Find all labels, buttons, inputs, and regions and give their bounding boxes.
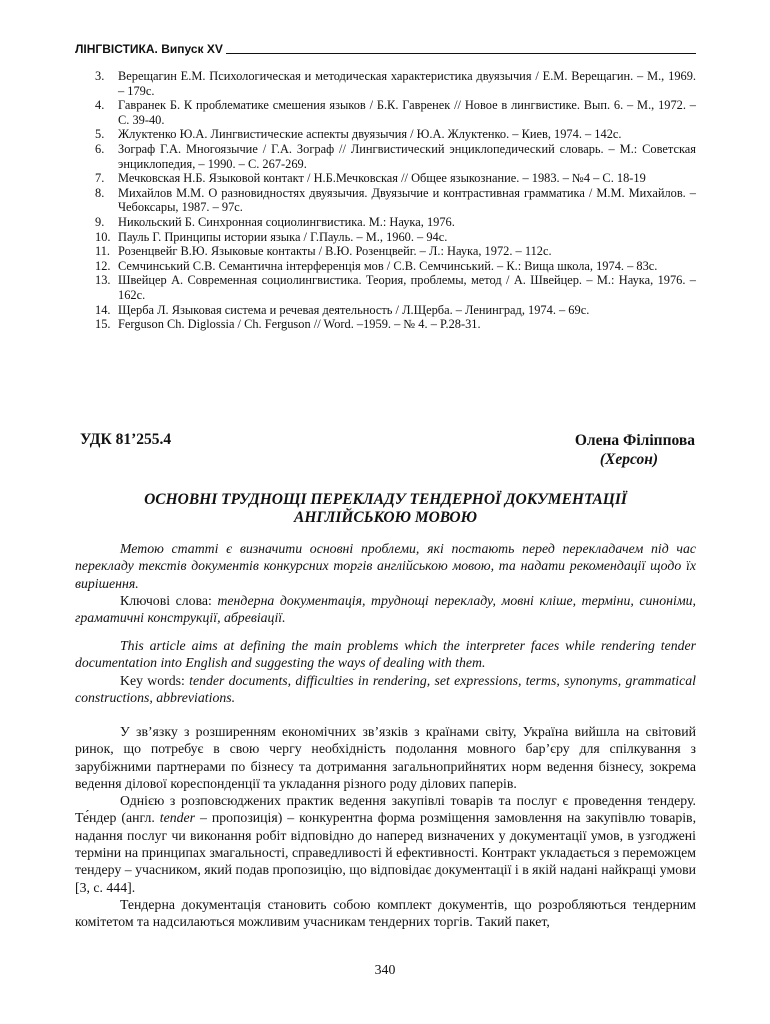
article-title <box>75 491 696 527</box>
keywords-label: Key words: <box>120 672 185 688</box>
reference-text: Мечковская Н.Б. Языковой контакт / Н.Б.Мечковская // Общее языкознание. – 1983. – №4 – С. 18-19 <box>118 171 646 186</box>
reference-text: Гавранек Б. К проблематике смешения языков / Б.К. Гавренек // Новое в лингвистике. Вып. 6. – М., 1972. – С. 39-40. <box>118 98 696 127</box>
reference-number: 10. <box>95 229 111 244</box>
keywords <box>75 592 696 627</box>
udk-code: УДК 81’255.4 <box>80 431 172 448</box>
author-name: Олена Філіппова <box>574 432 695 449</box>
reference-item <box>95 186 696 215</box>
keywords <box>75 672 696 707</box>
reference-text: Ferguson Ch. Diglossia / Ch. Ferguson // Word. –1959. – № 4. – P.28-31. <box>118 317 481 332</box>
reference-item <box>95 171 696 186</box>
reference-number: 11. <box>95 244 111 259</box>
author-block <box>575 431 695 469</box>
reference-item <box>95 215 696 230</box>
reference-item <box>95 69 696 98</box>
keywords-text: tender documents, difficulties in rendering, set expressions, terms, synonyms, grammatical constructions, abbreviations. <box>75 672 696 705</box>
page-number: 340 <box>374 962 396 977</box>
reference-item <box>95 259 696 274</box>
body-paragraph: Тендерна документація становить собою комплект документів, що розробляються тендерним комітетом та надсилаються можливим учасникам тендерних торгів. Такий пакет, <box>75 896 696 930</box>
header-rule <box>226 53 696 54</box>
title-line: АНГЛІЙСЬКОЮ МОВОЮ <box>294 509 477 526</box>
author-city: (Херсон) <box>599 451 658 468</box>
reference-number: 14. <box>95 302 111 317</box>
reference-list <box>95 69 696 332</box>
reference-number: 8. <box>95 185 105 200</box>
reference-text: Пауль Г. Принципы истории языка / Г.Пауль. – М., 1960. – 94с. <box>118 229 448 244</box>
journal-title: ЛІНГВІСТИКА. Випуск XV <box>75 42 223 56</box>
paragraph-text: – пропозиція) – конкурентна форма розміщення замовлення на закупівлю товарів, надання послуг чи виконання робіт відповідно до наперед визначених у документації умов, в узгоджені терміни на принципах змагальності, справедливості й ефективності. Контракт укладається з переможцем тендеру – учасником, який подав пропозицію, що відповідає документації і в якій надані найкращі умови [3, с. 444]. <box>75 810 697 895</box>
reference-text: Михайлов М.М. О разновидностях двуязычия. Двуязычие и контрастивная грамматика / М.М. Михайлов. – Чебоксары, 1987. – 97с. <box>118 185 696 215</box>
reference-text: Розенцвейг В.Ю. Языковые контакты / В.Ю. Розенцвейг. – Л.: Наука, 1972. – 112с. <box>118 244 552 259</box>
reference-item <box>95 142 696 171</box>
reference-number: 5. <box>95 127 105 142</box>
body-paragraph: У зв’язку з розширенням економічних зв’язків з країнами світу, Україна вийшла на світовий ринок, що потребує в свою чергу необхідність подолання мовного бар’єру для спілкування з зарубіжними партнерами по бізнесу та дотримання загальноприйнятих норм ведення бізнесу, зокрема ведення ділової кореспонденції та укладання різного роду ділових паперів. <box>75 724 696 791</box>
reference-item <box>95 98 696 127</box>
keywords-label: Ключові слова: <box>120 592 212 608</box>
abstract-text: Метою статті є визначити основні проблеми, які постають перед перекладачем під час перекладу текстів документів конкурсних торгів англійською мовою, та надати рекомендації щодо їх вирішення. <box>75 541 696 591</box>
reference-text: Швейцер А. Современная социолингвистика. Теория, проблемы, метод / А. Швейцер. – М.: Наука, 1976. – 162с. <box>118 273 696 302</box>
reference-text: Верещагин Е.М. Психологическая и методическая характеристика двуязычия / Е.М. Верещагин. – М., 1969. – 179с. <box>118 69 696 98</box>
reference-number: 3. <box>95 69 105 83</box>
reference-text: Семчинський С.В. Семантична інтерференція мов / С.В. Семчинський. – К.: Вища школа, 1974. – 83с. <box>118 258 658 273</box>
reference-item <box>95 230 696 245</box>
reference-number: 15. <box>95 317 111 332</box>
title-line: ОСНОВНІ ТРУДНОЩІ ПЕРЕКЛАДУ ТЕНДЕРНОЇ ДОКУМЕНТАЦІЇ <box>144 491 627 508</box>
reference-item <box>95 244 696 259</box>
abstract-english <box>75 637 696 706</box>
article-body <box>75 723 696 931</box>
abstract-text: This article aims at defining the main problems which the interpreter faces while rendering tender documentation into English and suggesting the ways of dealing with them. <box>75 638 696 671</box>
reference-text: Щерба Л. Языковая система и речевая деятельность / Л.Щерба. – Ленинград, 1974. – 69с. <box>118 302 590 317</box>
reference-number: 13. <box>95 273 111 288</box>
paragraph-text: Однією з розповсюджених практик ведення закупівлі товарів та послуг є проведення тендеру. Те́ндер (англ. <box>75 793 696 826</box>
reference-number: 9. <box>95 214 105 229</box>
reference-number: 6. <box>95 141 105 156</box>
reference-text: Никольский Б. Синхронная социолингвистика. М.: Наука, 1976. <box>118 214 455 229</box>
reference-item <box>95 303 696 318</box>
keywords-text: тендерна документація, труднощі перекладу, мовні кліше, терміни, синоніми, граматичні конструкції, абревіації. <box>75 592 696 626</box>
running-header <box>75 42 696 56</box>
reference-number: 4. <box>95 98 105 113</box>
emphasis-term: tender <box>159 810 196 826</box>
reference-number: 7. <box>95 171 105 186</box>
reference-number: 12. <box>95 258 111 273</box>
reference-item <box>95 317 696 332</box>
abstract-ukrainian <box>75 540 696 626</box>
reference-item <box>95 127 696 142</box>
reference-item <box>95 273 696 302</box>
reference-text: Жлуктенко Ю.А. Лингвистические аспекты двуязычия / Ю.А. Жлуктенко. – Киев, 1974. – 142с. <box>118 127 622 142</box>
reference-text: Зограф Г.А. Многоязычие / Г.А. Зограф // Лингвистический энциклопедический словарь. – М.: Советская энциклопедия, – 1990. – С. 267-269. <box>118 141 696 171</box>
body-paragraph <box>75 792 696 896</box>
